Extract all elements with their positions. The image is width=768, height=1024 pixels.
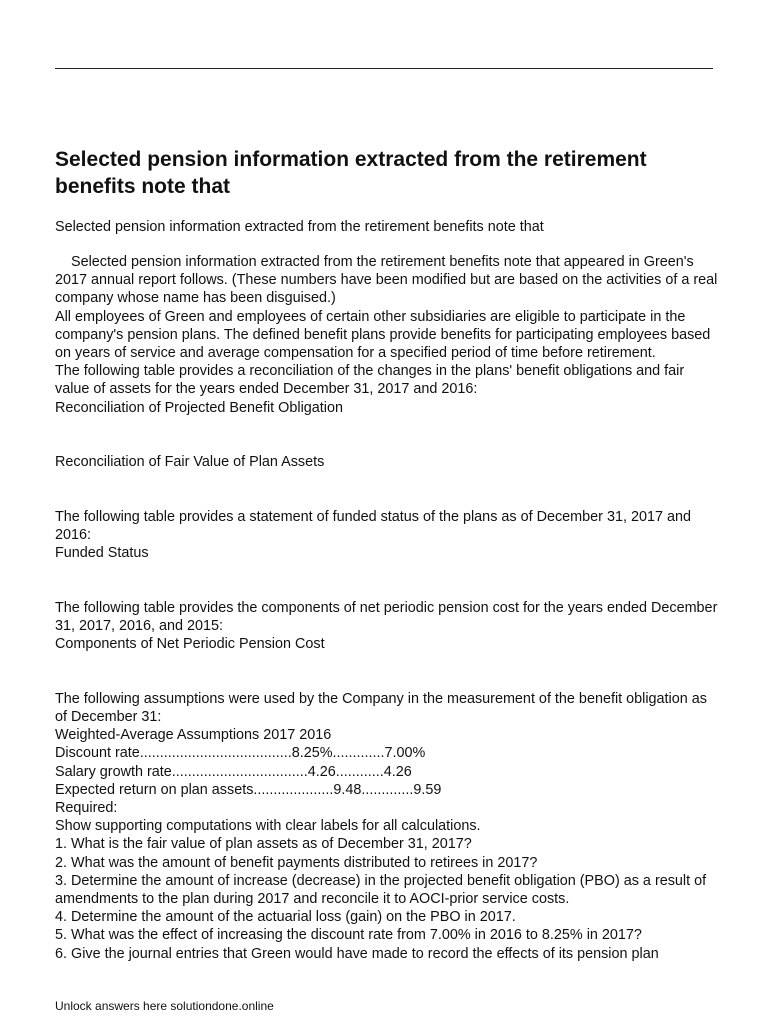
required-label: Required:	[55, 800, 118, 817]
assumption-expected-return: Expected return on plan assets....................9.48.............9.59	[55, 781, 442, 798]
reconciliation-intro: The following table provides a reconciliation of the changes in the plans' benefit obligations and fair value of assets for the years ended December 31, 2017 and 2016:	[55, 363, 689, 398]
plan-assets-heading: Reconciliation of Fair Value of Plan Assets	[55, 454, 325, 471]
question-6: 6. Give the journal entries that Green would have made to record the effects of its pension plan	[55, 945, 659, 962]
document-body	[55, 253, 721, 963]
question-4: 4. Determine the amount of the actuarial loss (gain) on the PBO in 2017.	[55, 909, 516, 926]
assumptions-header: Weighted-Average Assumptions 2017 2016	[55, 727, 332, 744]
question-3: 3. Determine the amount of increase (decrease) in the projected benefit obligation (PBO) as a result of amendments to the plan during 2017 and reconcile it to AOCI-prior service costs.	[55, 872, 711, 908]
assumption-salary-growth: Salary growth rate..................................4.26............4.26	[55, 763, 412, 780]
pbo-heading: Reconciliation of Projected Benefit Obligation	[55, 399, 343, 416]
omitted-table-gap	[55, 417, 721, 453]
cost-intro: The following table provides the components of net periodic pension cost for the years ended December 31, 2017, 2016, and 2015:	[55, 599, 722, 635]
omitted-table-gap	[55, 471, 721, 507]
footer-link-text[interactable]: Unlock answers here solutiondone.online	[55, 999, 274, 1013]
question-5: 5. What was the effect of increasing the discount rate from 7.00% in 2016 to 8.25% in 2017?	[55, 927, 642, 944]
eligibility-paragraph: All employees of Green and employees of certain other subsidiaries are eligible to participate in the company's pension plans. The defined benefit plans provide benefits for participating employees based on years of service and average compensation for a specified period of time before retirement.	[55, 308, 715, 362]
question-1: 1. What is the fair value of plan assets as of December 31, 2017?	[55, 836, 472, 853]
intro-paragraph: Selected pension information extracted from the retirement benefits note that appeared in Green's 2017 annual report follows. (These numbers have been modified but are based on the activities of a real company whose name has been disguised.)	[55, 254, 722, 307]
funded-heading: Funded Status	[55, 545, 149, 562]
subtitle-line: Selected pension information extracted from the retirement benefits note that	[55, 219, 544, 235]
assumption-discount-rate: Discount rate......................................8.25%.............7.00%	[55, 745, 426, 762]
funded-intro: The following table provides a statement of funded status of the plans as of December 31, 2017 and 2016:	[55, 508, 695, 544]
question-2: 2. What was the amount of benefit payments distributed to retirees in 2017?	[55, 854, 538, 871]
computations-instruction: Show supporting computations with clear labels for all calculations.	[55, 818, 481, 835]
page-title: Selected pension information extracted from the retirement benefits note that	[55, 148, 647, 198]
assumptions-intro: The following assumptions were used by the Company in the measurement of the benefit obligation as of December 31:	[55, 690, 711, 726]
omitted-table-gap	[55, 562, 721, 598]
top-divider	[55, 68, 713, 69]
omitted-table-gap	[55, 653, 721, 689]
cost-heading: Components of Net Periodic Pension Cost	[55, 636, 325, 653]
